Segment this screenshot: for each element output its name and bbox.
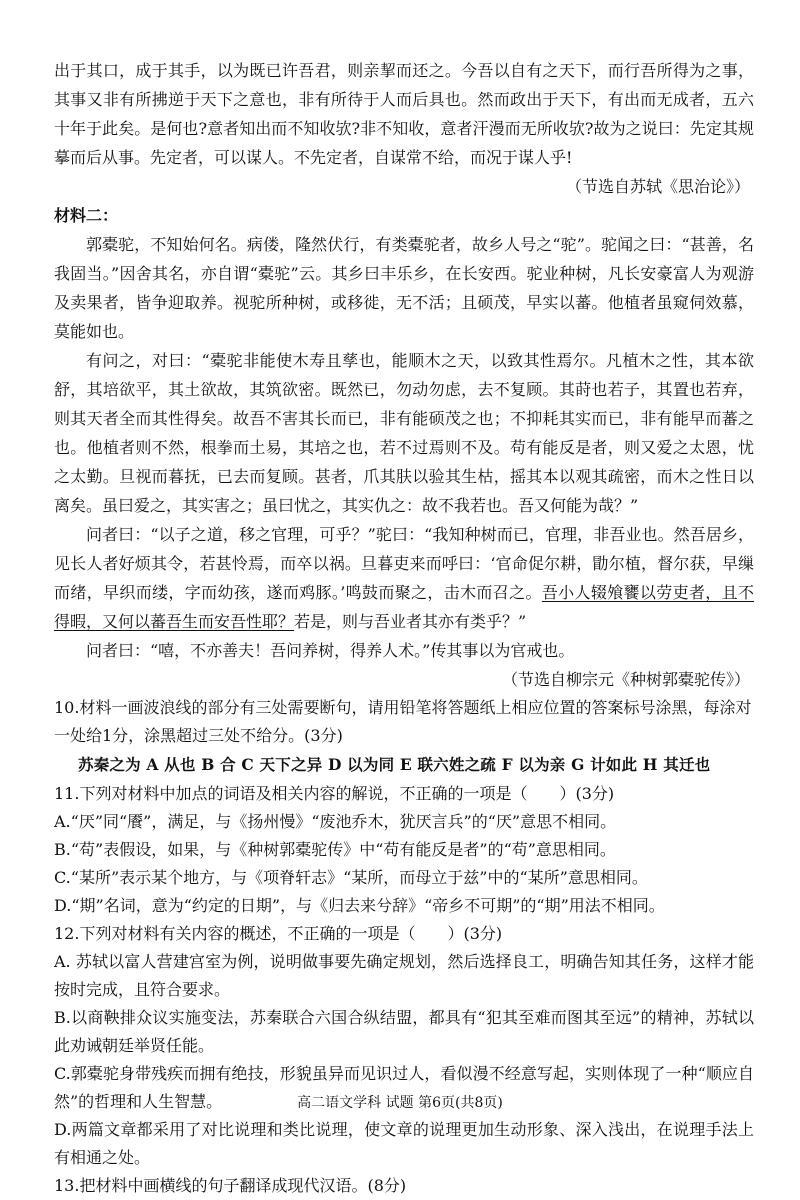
question-12-option-b: B.以商鞅排众议实施变法，苏秦联合六国合纵结盟，都具有“犯其至难而图其至远”的精神，苏轼以此劝诫朝廷举贤任能。: [54, 1008, 754, 1055]
material2-heading: 材料二：: [54, 206, 119, 225]
question-11-option-d: D.“期”名词，意为“约定的日期”，与《归去来兮辞》“帝乡不可期”的“期”用法不相同。: [54, 896, 665, 915]
question-12-option-c: C.郭橐驼身带残疾而拥有绝技，形貌虽异而见识过人，看似漫不经意写起，实则体现了一种“顺应自然”的哲理和人生智慧。: [54, 1064, 754, 1111]
material1-tail-paragraph: 出于其口，成于其手，以为既已许吾君，则亲挈而还之。今吾以自有之天下，而行吾所得为之事，其事又非有所拂逆于天下之意也，非有所待于人而后具也。然而政出于天下，有出而无成者，五六十年于此矣。是何也?意者知出而不知收欤?非不知收，意者汗漫而无所收欤?故为之说曰：先定其规摹而后从事。先定者，可以谋人。不先定者，自谋常不给，而况于谋人乎!: [54, 61, 754, 167]
question-10: 10.材料一画波浪线的部分有三处需要断句，请用铅笔将答题纸上相应位置的答案标号涂黑，每涂对一处给1分，涂黑超过三处不给分。(3分): [54, 698, 752, 745]
material2-paragraph-4: 问者曰：“嘻，不亦善夫！吾问养树，得养人术。”传其事以为官戒也。: [86, 641, 575, 660]
question-12-option-d: D.两篇文章都采用了对比说理和类比说理，使文章的说理更加生动形象、深入浅出，在说理手法上有相通之处。: [54, 1120, 754, 1167]
question-11-option-b: B.“苟”表假设，如果，与《种树郭橐驼传》中“苟有能反是者”的“苟”意思相同。: [54, 840, 616, 859]
paragraph-3-text-before: 问者曰：“以子之道，移之官理，可乎？”驼曰：“我知种树而已，官理，非吾业也。然吾居乡，见长人者好烦其令，若甚怜焉，而卒以祸。旦暮吏来而呼曰：‘官命促尔耕，勖尔植，督尔获，早缫而绪，早织而缕，字而幼孩，遂而鸡豚。’鸣鼓而聚之，击木而召之。: [54, 525, 754, 602]
material2-source: （节选自柳宗元《种树郭橐驼传》）: [501, 670, 750, 689]
question-12-stem: 12.下列对材料有关内容的概述，不正确的一项是（ ）(3分): [54, 924, 503, 943]
underlined-sentence: 吾小人辍飧饔以劳吏者，且不得暇，又何以蕃吾生而安吾性耶？: [54, 583, 754, 631]
question-12-option-a: A. 苏轼以富人营建宫室为例，说明做事要先确定规划，然后选择良工，明确告知其任务，这样才能按时完成，且符合要求。: [54, 952, 754, 999]
question-11-option-c: C.“某所”表示某个地方，与《项脊轩志》“某所，而母立于兹”中的“某所”意思相同。: [54, 868, 648, 887]
question-13: 13.把材料中画横线的句子翻译成现代汉语。(8分): [54, 1176, 407, 1195]
page-footer: 高二语文学科 试题 第6页(共8页): [297, 1095, 503, 1111]
question-10-punctuation-line: 苏秦之为 A 从也 B 合 C 天下之异 D 以为同 E 联六姓之疏 F 以为亲 G 计如此 H 其迁也: [78, 755, 711, 774]
material2-paragraph-2: 有问之，对曰：“橐驼非能使木寿且孳也，能顺木之天，以致其性焉尔。凡植木之性，其本欲舒，其培欲平，其土欲故，其筑欲密。既然已，勿动勿虑，去不复顾。其莳也若子，其置也若弃，则其天者全而其性得矣。故吾不害其长而已，非有能硕茂之也；不抑耗其实而已，非有能早而蕃之也。他植者则不然，根拳而土易，其培之也，若不过焉则不及。苟有能反是者，则又爱之太恩，忧之太勤。旦视而暮抚，已去而复顾。甚者，爪其肤以验其生枯，摇其本以观其疏密，而木之性日以离矣。虽曰爱之，其实害之；虽曰忧之，其实仇之：故不我若也。吾又何能为哉？”: [54, 351, 754, 515]
material1-source: （节选自苏轼《思治论》）: [565, 177, 750, 196]
material2-paragraph-1: 郭橐驼，不知始何名。病偻，隆然伏行，有类橐驼者，故乡人号之“驼”。驼闻之曰：“甚善，名我固当。”因舍其名，亦自谓“橐驼”云。其乡曰丰乐乡，在长安西。驼业种树，凡长安豪富人为观游及卖果者，皆争迎取养。视驼所种树，或移徙，无不活；且硕茂，早实以蕃。他植者虽窥伺效慕，莫能如也。: [54, 235, 754, 341]
paragraph-3-text-after: 若是，则与吾业者其亦有类乎？”: [294, 612, 527, 631]
question-11-option-a: A.“厌”同“餍”，满足，与《扬州慢》“废池乔木，犹厌言兵”的“厌”意思不相同。: [54, 812, 617, 831]
material2-paragraph-3: [54, 520, 754, 636]
question-11-stem: 11.下列对材料中加点的词语及相关内容的解说，不正确的一项是（ ）(3分): [54, 784, 615, 803]
